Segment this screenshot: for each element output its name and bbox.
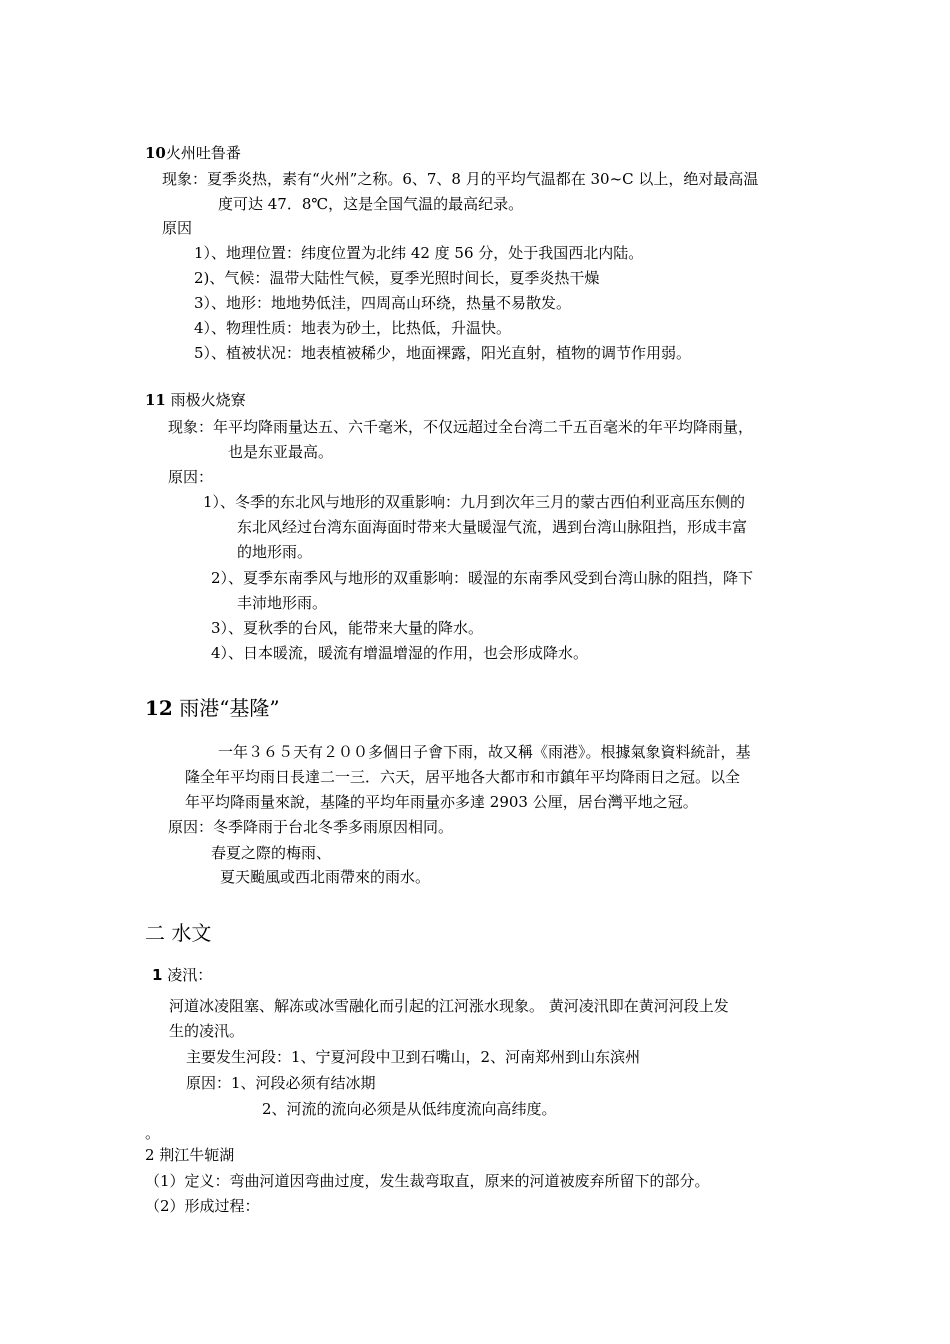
- s10-cause-4: 4）、物理性质：地表为砂土，比热低，升温快。: [194, 319, 512, 337]
- s11-cause-1-line3: 的地形雨。: [237, 543, 313, 561]
- hydro-2-process: （2）形成过程：: [145, 1197, 260, 1215]
- hydro-1-cause-2: 2、河流的流向必须是从低纬度流向高纬度。: [262, 1100, 557, 1118]
- part-2-heading: 二 水文: [145, 921, 212, 945]
- section-11-heading: [145, 390, 246, 410]
- section-10-title: 火州吐鲁番: [165, 144, 241, 162]
- section-11-number: 11: [145, 391, 166, 409]
- hydro-1-rivers: 主要发生河段：1、宁夏河段中卫到石嘴山，2、河南郑州到山东滨州: [186, 1048, 641, 1066]
- section-11-title: 雨极火烧寮: [170, 391, 246, 409]
- s11-cause-4: 4）、日本暖流，暖流有增温增湿的作用，也会形成降水。: [211, 644, 589, 662]
- s10-cause-1: 1）、地理位置：纬度位置为北纬 42 度 56 分，处于我国西北内陆。: [194, 244, 644, 262]
- hydro-1-heading: [152, 965, 212, 985]
- section-12-title: 雨港“基隆”: [179, 696, 280, 720]
- section-10-heading: [145, 143, 241, 163]
- hydro-1-paragraph-line1: 河道冰凌阻塞、解冻或冰雪融化而引起的江河涨水现象。 黄河凌汛即在黄河河段上发: [169, 997, 729, 1015]
- s11-cause-3: 3）、夏秋季的台风，能带来大量的降水。: [211, 619, 484, 637]
- s12-paragraph-line1: 一年３６５天有２００多個日子會下雨，故又稱《雨港》。根據氣象資料統計，基: [218, 743, 751, 761]
- section-12-heading: [145, 695, 280, 721]
- s10-cause-3: 3）、地形：地地势低洼，四周高山环绕，热量不易散发。: [194, 294, 572, 312]
- s11-cause-2-line1: 2）、夏季东南季风与地形的双重影响：暖湿的东南季风受到台湾山脉的阻挡，降下: [211, 569, 754, 587]
- s11-cause-1-line1: 1）、冬季的东北风与地形的双重影响：九月到次年三月的蒙古西伯利亚高压东侧的: [203, 493, 746, 511]
- s11-cause-label: 原因：: [168, 468, 214, 486]
- s10-phenomenon-line1: 现象：夏季炎热，素有“火州”之称。6、7、8 月的平均气温都在 30~C 以上，绝对最高温: [162, 170, 759, 188]
- s12-paragraph-line3: 年平均降雨量來說，基隆的平均年雨量亦多達 2903 公厘，居台灣平地之冠。: [185, 793, 698, 811]
- s11-cause-1-line2: 东北风经过台湾东面海面时带来大量暖湿气流，遇到台湾山脉阻挡，形成丰富: [237, 518, 748, 536]
- hydro-2-heading: 2 荆江牛轭湖: [145, 1146, 235, 1164]
- hydro-2-definition: （1）定义：弯曲河道因弯曲过度，发生裁弯取直，原来的河道被废弃所留下的部分。: [145, 1172, 710, 1190]
- s10-cause-label: 原因: [162, 219, 193, 237]
- hydro-1-paragraph-line2: 生的凌汛。: [169, 1022, 245, 1040]
- s12-paragraph-line2: 隆全年平均雨日長達二一三．六天，居平地各大都市和市鎮年平均降雨日之冠。以全: [185, 768, 741, 786]
- s12-cause-line3: 夏天颱風或西北雨帶來的雨水。: [220, 868, 431, 886]
- stray-period: 。: [145, 1124, 161, 1142]
- s10-cause-2: 2)、气候：温带大陆性气候，夏季光照时间长，夏季炎热干燥: [194, 269, 600, 287]
- section-12-number: 12: [145, 696, 173, 720]
- s10-cause-5: 5）、植被状况：地表植被稀少，地面裸露，阳光直射，植物的调节作用弱。: [194, 344, 692, 362]
- s11-phenomenon-line1: 现象：年平均降雨量达五、六千毫米，不仅远超过全台湾二千五百毫米的年平均降雨量，: [168, 418, 754, 436]
- s10-phenomenon-line2: 度可达 47．8℃，这是全国气温的最高纪录。: [218, 195, 524, 213]
- hydro-1-cause-1: 原因：1、河段必须有结冰期: [186, 1074, 376, 1092]
- s12-cause-line2: 春夏之際的梅雨、: [211, 844, 332, 862]
- s12-cause-line1: 原因：冬季降雨于台北冬季多雨原因相同。: [168, 818, 454, 836]
- s11-cause-2-line2: 丰沛地形雨。: [237, 594, 328, 612]
- s11-phenomenon-line2: 也是东亚最高。: [228, 443, 334, 461]
- section-10-number: 10: [145, 144, 166, 162]
- hydro-1-number: 1: [152, 966, 163, 984]
- hydro-1-title: 凌汛：: [167, 966, 213, 984]
